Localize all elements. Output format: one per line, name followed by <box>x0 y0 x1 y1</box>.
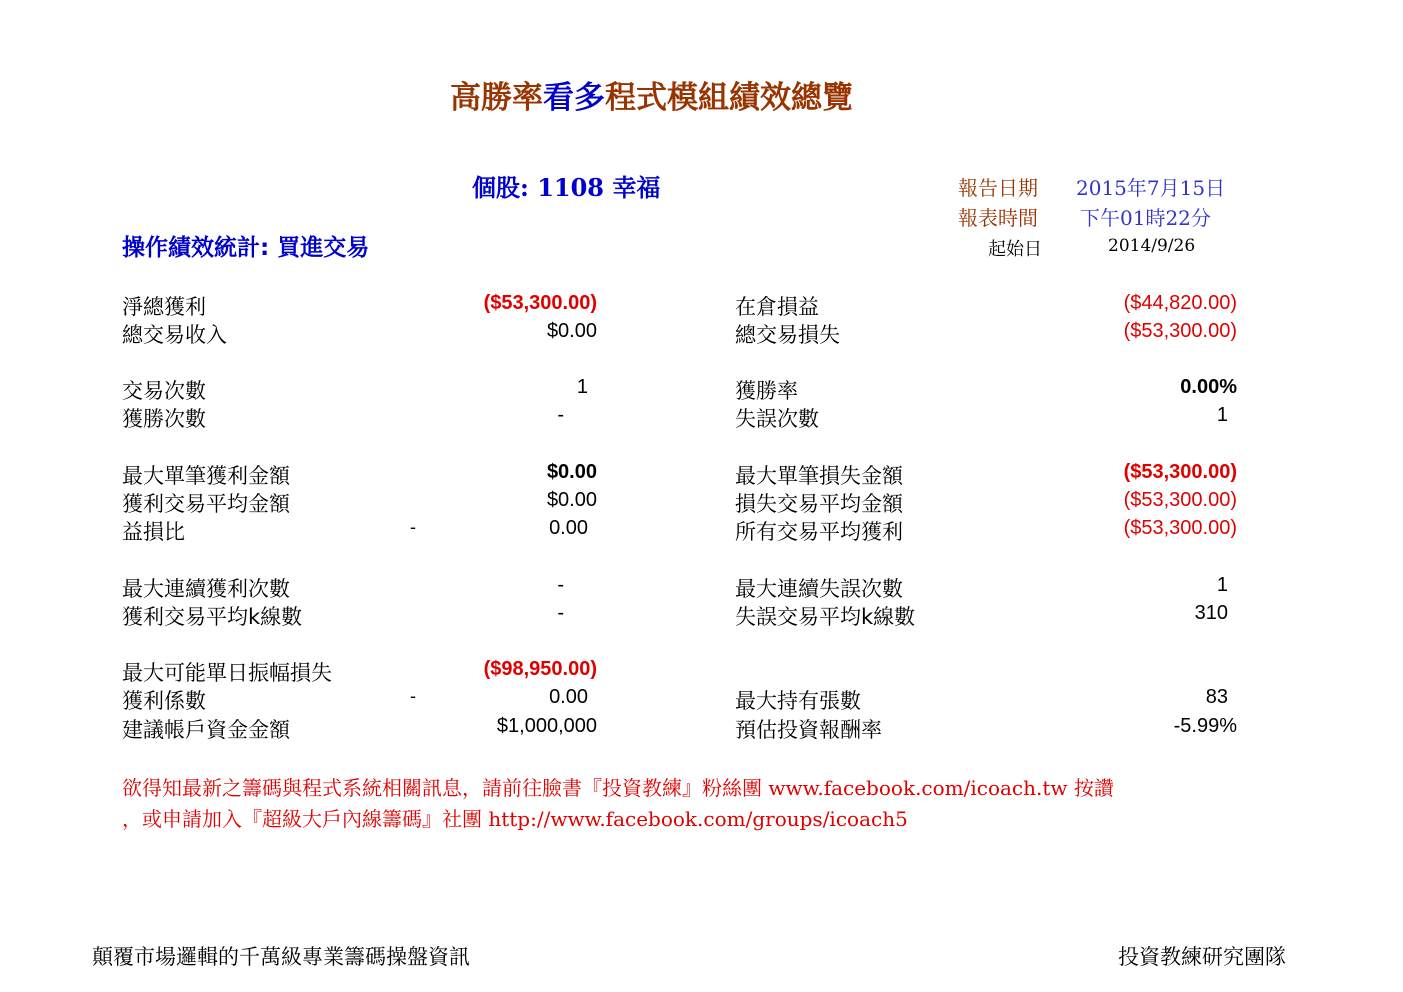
max-consec-wins-value: - <box>557 574 564 596</box>
est-return-value: -5.99% <box>1173 715 1237 737</box>
avg-win-bars-value: - <box>557 602 564 624</box>
win-rate-value: 0.00% <box>1180 376 1237 398</box>
title-part2: 看多 <box>543 80 605 116</box>
ratio-label: 益損比 <box>122 520 185 544</box>
suggested-capital-label: 建議帳戶資金金額 <box>122 718 290 742</box>
report-time-label: 報表時間 <box>958 206 1038 230</box>
title-part3: 程式模組績效總覽 <box>605 80 853 116</box>
footer-team: 投資教練研究團隊 <box>1118 945 1286 969</box>
max-loss-value: ($53,300.00) <box>1123 461 1237 483</box>
max-contracts-label: 最大持有張數 <box>735 689 861 713</box>
title-part1: 高勝率 <box>450 80 543 116</box>
net-profit-label: 淨總獲利 <box>122 295 206 319</box>
avg-trade-label: 所有交易平均獲利 <box>735 520 903 544</box>
gross-profit-value: $0.00 <box>546 320 597 342</box>
start-date-label: 起始日 <box>988 239 1042 260</box>
suggested-capital-value: $1,000,000 <box>496 715 597 737</box>
footer-slogan: 顛覆市場邏輯的千萬級專業籌碼操盤資訊 <box>92 945 470 969</box>
losses-value: 1 <box>1216 404 1228 426</box>
max-daily-drawdown-label: 最大可能單日振幅損失 <box>122 661 332 685</box>
report-time-value: 下午01時22分 <box>1080 206 1211 230</box>
trades-value: 1 <box>576 376 588 398</box>
max-win-value: $0.00 <box>546 461 597 483</box>
open-pnl-value: ($44,820.00) <box>1123 292 1237 314</box>
avg-loss-bars-label: 失誤交易平均k線數 <box>735 605 916 629</box>
max-consec-losses-value: 1 <box>1216 574 1228 596</box>
avg-win-label: 獲利交易平均金額 <box>122 492 290 516</box>
max-loss-label: 最大單筆損失金額 <box>735 464 903 488</box>
gross-loss-label: 總交易損失 <box>735 323 840 347</box>
win-rate-label: 獲勝率 <box>735 379 798 403</box>
report-date-label: 報告日期 <box>958 176 1038 200</box>
promo-notice-line2: ，或申請加入『超級大戶內線籌碼』社團 http://www.facebook.com/groups/icoach5 <box>122 807 908 831</box>
max-win-label: 最大單筆獲利金額 <box>122 464 290 488</box>
net-profit-value: ($53,300.00) <box>483 292 597 314</box>
section-title: 操作績效統計: 買進交易 <box>122 235 370 261</box>
max-consec-wins-label: 最大連續獲利次數 <box>122 577 290 601</box>
max-daily-drawdown-value: ($98,950.00) <box>483 658 597 680</box>
open-pnl-label: 在倉損益 <box>735 295 819 319</box>
trades-label: 交易次數 <box>122 379 206 403</box>
page-title <box>0 72 1303 117</box>
avg-win-value: $0.00 <box>546 489 597 511</box>
ratio-value: 0.00 <box>549 517 588 539</box>
gross-loss-value: ($53,300.00) <box>1123 320 1237 342</box>
avg-loss-bars-value: 310 <box>1194 602 1228 624</box>
gross-profit-label: 總交易收入 <box>122 323 227 347</box>
avg-trade-value: ($53,300.00) <box>1123 517 1237 539</box>
stock-label: 個股: 1108 幸福 <box>472 173 661 202</box>
wins-value: - <box>557 404 564 426</box>
wins-label: 獲勝次數 <box>122 407 206 431</box>
est-return-label: 預估投資報酬率 <box>735 718 882 742</box>
start-date-value: 2014/9/26 <box>1108 236 1196 256</box>
report-date-value: 2015年7月15日 <box>1076 176 1226 200</box>
losses-label: 失誤次數 <box>735 407 819 431</box>
profit-factor-value: 0.00 <box>549 686 588 708</box>
profit-factor-label: 獲利係數 <box>122 689 206 713</box>
profit-factor-dash: - <box>410 686 416 706</box>
avg-win-bars-label: 獲利交易平均k線數 <box>122 605 303 629</box>
avg-loss-value: ($53,300.00) <box>1123 489 1237 511</box>
max-consec-losses-label: 最大連續失誤次數 <box>735 577 903 601</box>
promo-notice <box>122 773 1242 835</box>
avg-loss-label: 損失交易平均金額 <box>735 492 903 516</box>
ratio-dash: - <box>410 517 416 537</box>
promo-notice-line1: 欲得知最新之籌碼與程式系統相關訊息，請前往臉書『投資教練』粉絲團 www.facebook.com/icoach.tw 按讚 <box>122 776 1114 800</box>
max-contracts-value: 83 <box>1205 686 1228 708</box>
